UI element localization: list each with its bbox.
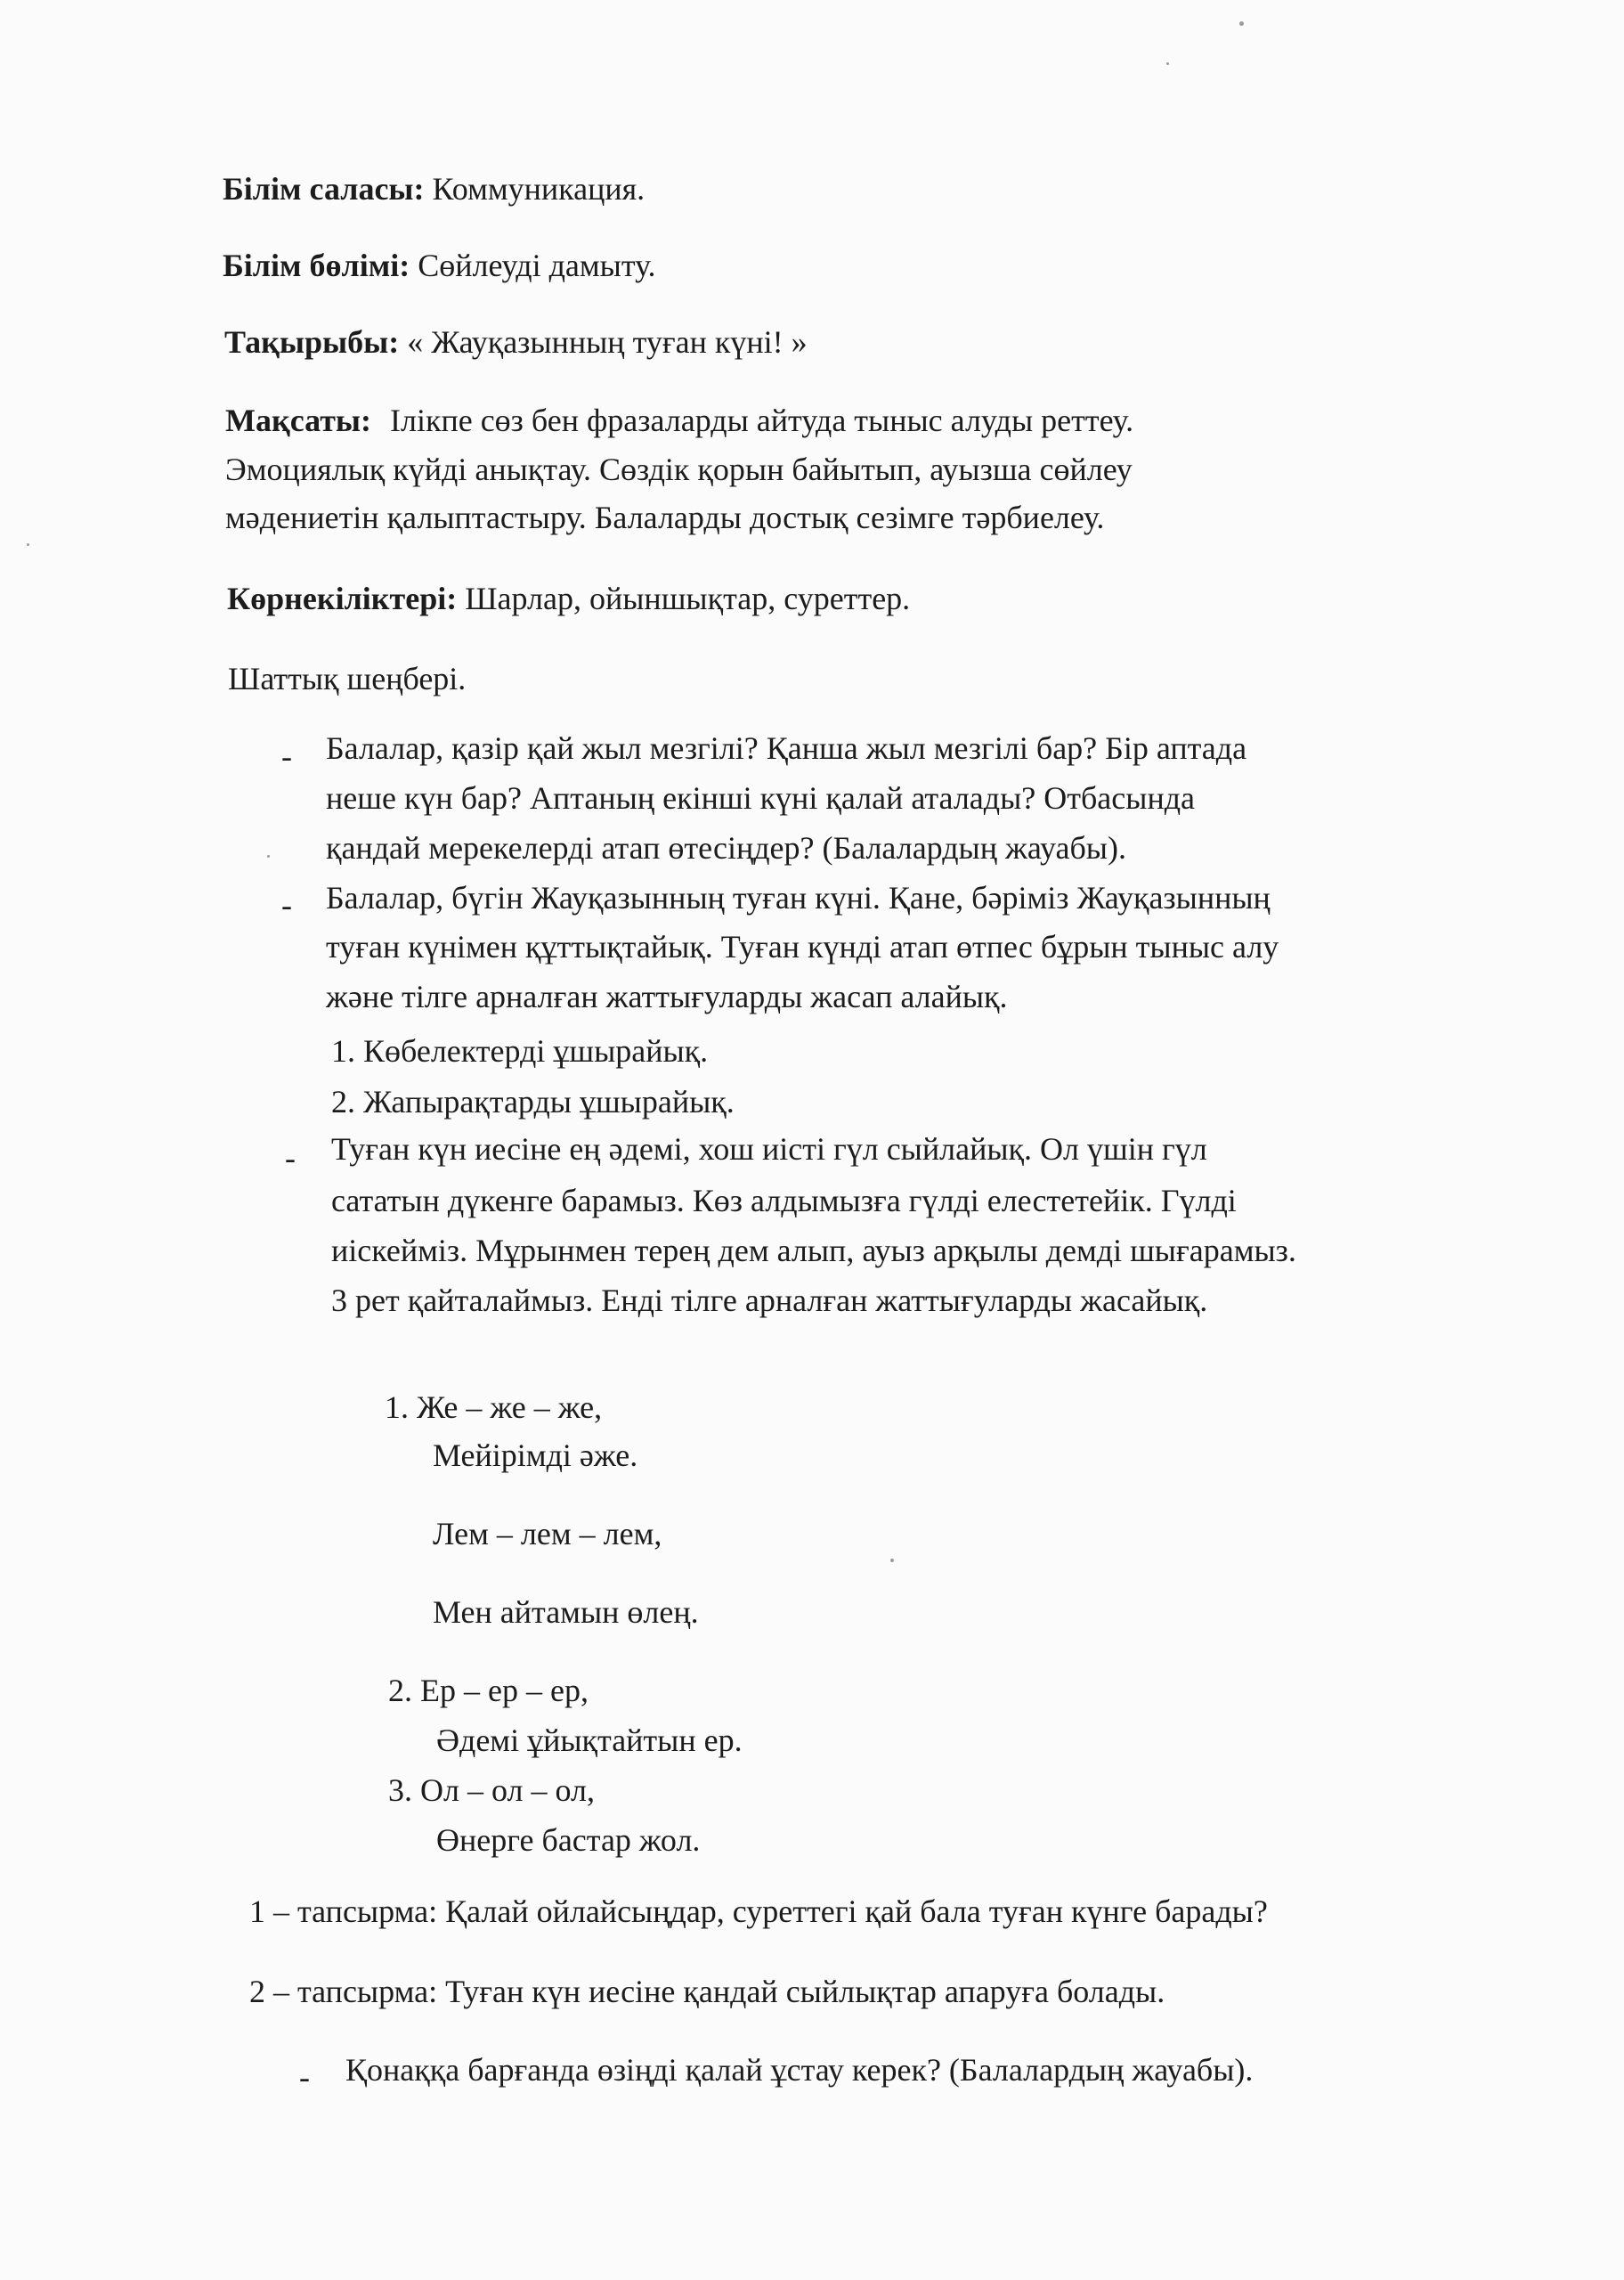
exercise-1: 1. Көбелектерді ұшырайық. [331, 1033, 709, 1069]
bullet-3-line-4: 3 рет қайталаймыз. Енді тілге арналған жаттығуларды жасайық. [331, 1282, 1208, 1318]
circle-title: Шаттық шеңбері. [228, 661, 467, 696]
bullet-2-line-1: Балалар, бүгін Жауқазынның туған күні. Қане, бәріміз Жауқазынның [326, 880, 1271, 916]
scan-speck [1166, 62, 1169, 65]
bullet-3-line-3: иіскейміз. Мұрынмен терең дем алып, ауыз арқылы демді шығарамыз. [331, 1233, 1296, 1268]
goal-line-2: Эмоциялық күйді анықтау. Сөздік қорын байытып, ауызша сөйлеу [225, 452, 1133, 487]
field-value: Коммуникация. [432, 171, 646, 207]
scan-speck [27, 543, 29, 546]
rhyme-1-line-3: Лем – лем – лем, [433, 1516, 662, 1551]
final-bullet-text: Қонаққа барғанда өзіңді қалай ұстау керек? (Балалардың жауабы). [345, 2052, 1254, 2088]
bullet-3-line-2: сататын дүкенге барамыз. Көз алдымызға гүлді елестетейік. Гүлді [331, 1183, 1237, 1218]
bullet-dash: - [281, 887, 292, 923]
exercise-2: 2. Жапырақтарды ұшырайық. [331, 1084, 735, 1120]
rhyme-1-line-1: 1. Же – же – же, [385, 1389, 603, 1425]
goal-line-1: Ілікпе сөз бен фразаларды айтуда тыныс алуды реттеу. [390, 403, 1134, 438]
visuals-line [227, 579, 910, 618]
task-1: 1 – тапсырма: Қалай ойлайсыңдар, суреттегі қай бала туған күнге барады? [249, 1893, 1268, 1929]
rhyme-2-line-1: 2. Ер – ер – ер, [388, 1673, 589, 1708]
goal-line [225, 401, 1133, 440]
visuals-label: Көрнекіліктері: [227, 581, 458, 616]
topic-line [224, 322, 808, 362]
scan-speck [890, 1559, 894, 1562]
bullet-2-line-2: туған күнімен құттықтайық. Туған күнді атап өтпес бұрын тыныс алу [326, 929, 1279, 965]
bullet-1-line-3: қандай мерекелерді атап өтесіңдер? (Балалардың жауабы). [326, 830, 1126, 866]
bullet-1-line-2: неше күн бар? Аптаның екінші күні қалай аталады? Отбасында [326, 780, 1196, 816]
rhyme-2-line-2: Әдемі ұйықтайтын ер. [436, 1722, 743, 1758]
section-line [223, 246, 656, 285]
rhyme-3-line-2: Өнерге бастар жол. [436, 1822, 701, 1858]
scan-speck [267, 855, 270, 858]
section-value: Сөйлеуді дамыту. [418, 248, 656, 283]
task-2: 2 – тапсырма: Туған күн иесіне қандай сыйлықтар апаруға болады. [249, 1974, 1165, 2009]
goal-label: Мақсаты: [225, 403, 371, 438]
bullet-3-line-1: Туған күн иесіне ең әдемі, хош иісті гүл сыйлайық. Ол үшін гүл [331, 1131, 1207, 1167]
section-label: Білім бөлімі: [223, 248, 410, 283]
bullet-dash: - [281, 738, 292, 774]
visuals-value: Шарлар, ойыншықтар, суреттер. [465, 581, 911, 616]
topic-label: Тақырыбы: [224, 324, 400, 360]
bullet-1-line-1: Балалар, қазір қай жыл мезгілі? Қанша жыл мезгілі бар? Бір аптада [326, 730, 1247, 766]
rhyme-3-line-1: 3. Ол – ол – ол, [388, 1772, 595, 1808]
field-line [223, 169, 645, 208]
field-label: Білім саласы: [223, 171, 425, 207]
goal-line-3: мәдениетін қалыптастыру. Балаларды достық сезімге тәрбиелеу. [225, 500, 1105, 535]
scan-speck [1239, 21, 1244, 26]
rhyme-1-line-4: Мен айтамын өлең. [433, 1594, 699, 1630]
rhyme-1-line-2: Мейірімді әже. [433, 1437, 638, 1473]
bullet-2-line-3: және тілге арналған жаттығуларды жасап алайық. [326, 979, 1008, 1014]
bullet-dash: - [285, 1140, 296, 1176]
bullet-dash: - [299, 2059, 310, 2095]
topic-value: « Жауқазынның туған күні! » [407, 324, 808, 360]
